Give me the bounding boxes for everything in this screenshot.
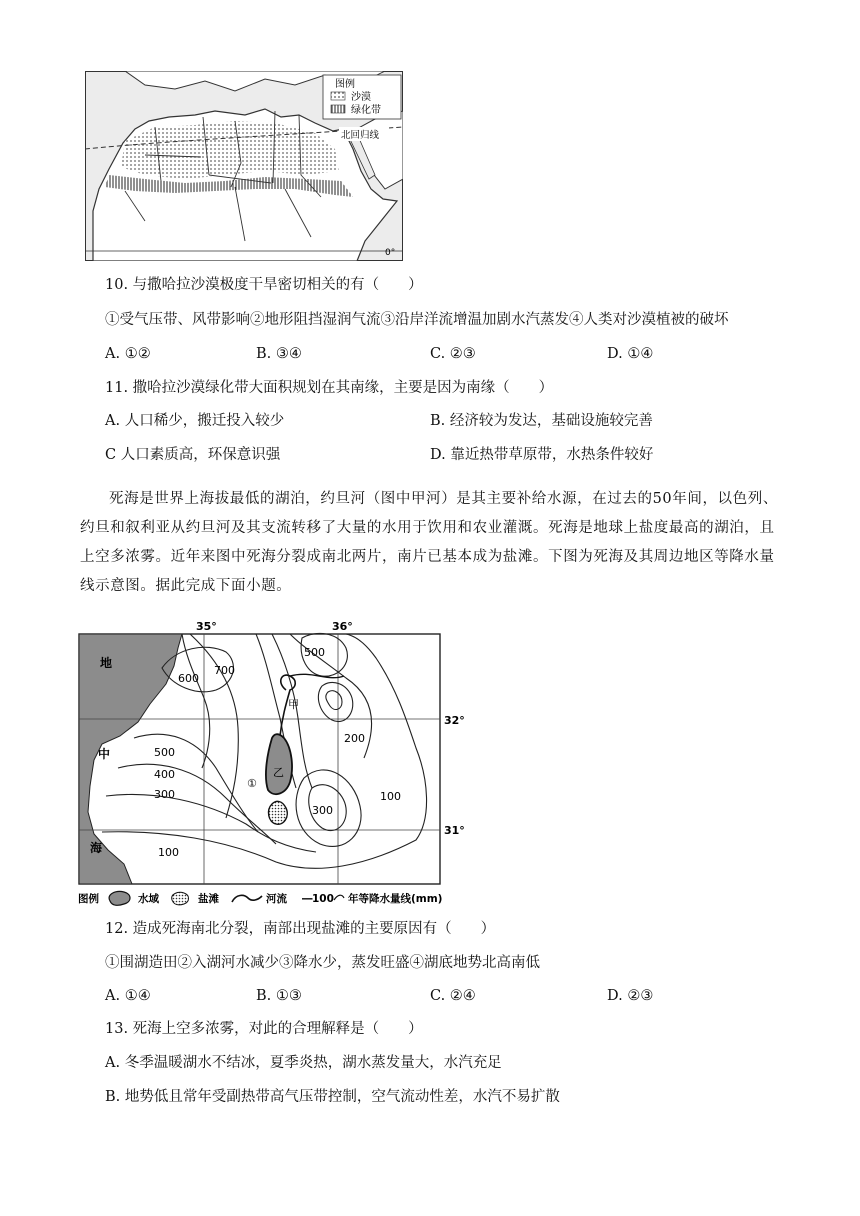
- dead-sea-map: [76, 618, 476, 910]
- isoline-300-east: 300: [312, 804, 333, 817]
- legend-title-2: 图例: [78, 893, 99, 905]
- legend-isoline-num: 100: [312, 893, 334, 905]
- legend-desert: 沙漠: [351, 92, 371, 103]
- sea-char-1: 地: [100, 656, 113, 670]
- tropic-label: 北回归线: [341, 130, 380, 141]
- q12-option-d[interactable]: D. ②③: [607, 988, 654, 1004]
- lake-yi-label: 乙: [273, 766, 284, 779]
- q10-option-c[interactable]: C. ②③: [430, 346, 476, 362]
- q10-statements: ①受气压带、风带影响②地形阻挡湿润气流③沿岸洋流增温加剧水汽蒸发④人类对沙漠植被的破坏: [105, 312, 729, 328]
- q11-stem: 11. 撒哈拉沙漠绿化带大面积规划在其南缘，主要是因为南缘（ ）: [105, 380, 554, 396]
- river-jia-label: 甲: [288, 698, 299, 711]
- q12-stem: 12. 造成死海南北分裂，南部出现盐滩的主要原因有（ ）: [105, 921, 496, 937]
- legend-green-belt: 绿化带: [351, 105, 381, 116]
- isoline-200: 200: [344, 732, 365, 745]
- isoline-100-east: 100: [380, 790, 401, 803]
- q10-option-b[interactable]: B. ③④: [256, 346, 302, 362]
- legend-river: 河流: [266, 893, 287, 905]
- q12-option-a[interactable]: A. ①④: [105, 988, 151, 1004]
- q10-option-d[interactable]: D. ①④: [607, 346, 654, 362]
- isoline-100-west: 100: [158, 846, 179, 859]
- lat-31-label: 31°: [444, 824, 465, 837]
- sea-char-3: 海: [90, 841, 103, 855]
- isoline-500-north: 500: [304, 646, 325, 659]
- legend-title-1: 图例: [335, 79, 355, 90]
- q11-option-b[interactable]: B. 经济较为发达，基础设施较完善: [430, 413, 653, 429]
- isoline-700: 700: [214, 664, 235, 677]
- q11-option-d[interactable]: D. 靠近热带草原带，水热条件较好: [430, 447, 654, 463]
- legend-salt: 盐滩: [198, 893, 219, 905]
- q10-stem: 10. 与撒哈拉沙漠极度干旱密切相关的有（ ）: [105, 277, 423, 293]
- legend-isoline: 年等降水量线(mm): [348, 893, 443, 905]
- q12-option-b[interactable]: B. ①③: [256, 988, 302, 1004]
- q13-option-a[interactable]: A. 冬季温暖湖水不结冰，夏季炎热，湖水蒸发量大，水汽充足: [105, 1055, 502, 1071]
- lon-35-label: 35°: [196, 620, 217, 633]
- q11-option-a[interactable]: A. 人口稀少，搬迁投入较少: [105, 413, 285, 429]
- q11-option-c[interactable]: C 人口素质高，环保意识强: [105, 447, 281, 463]
- sahara-map: [85, 71, 403, 261]
- marker-one-label: ①: [247, 777, 257, 790]
- lat-32-label: 32°: [444, 714, 465, 727]
- legend-water: 水域: [138, 893, 159, 905]
- legend-isoline-value: ―: [302, 893, 313, 905]
- isoline-400: 400: [154, 768, 175, 781]
- isoline-500-west: 500: [154, 746, 175, 759]
- isoline-600: 600: [178, 672, 199, 685]
- q13-stem: 13. 死海上空多浓雾，对此的合理解释是（ ）: [105, 1021, 423, 1037]
- q12-option-c[interactable]: C. ②④: [430, 988, 476, 1004]
- isoline-300-west: 300: [154, 788, 175, 801]
- dead-sea-passage: 死海是世界上海拔最低的湖泊，约旦河（图中甲河）是其主要补给水源，在过去的50年间，以色列、约旦和叙利亚从约旦河及其支流转移了大量的水用于饮用和农业灌溉。死海是地球上盐度最高的湖泊，且上空多浓雾。近年来图中死海分裂成南北两片，南片已基本成为盐滩。下图为死海及其周边地区等降水量线示意图。据此完成下面小题。: [80, 491, 778, 594]
- q13-option-b[interactable]: B. 地势低且常年受副热带高气压带控制，空气流动性差，水汽不易扩散: [105, 1089, 560, 1105]
- q12-statements: ①围湖造田②入湖河水减少③降水少，蒸发旺盛④湖底地势北高南低: [105, 955, 540, 971]
- lon-36-label: 36°: [332, 620, 353, 633]
- q10-option-a[interactable]: A. ①②: [105, 346, 151, 362]
- equator-label: 0°: [385, 248, 396, 258]
- sea-char-2: 中: [98, 747, 111, 761]
